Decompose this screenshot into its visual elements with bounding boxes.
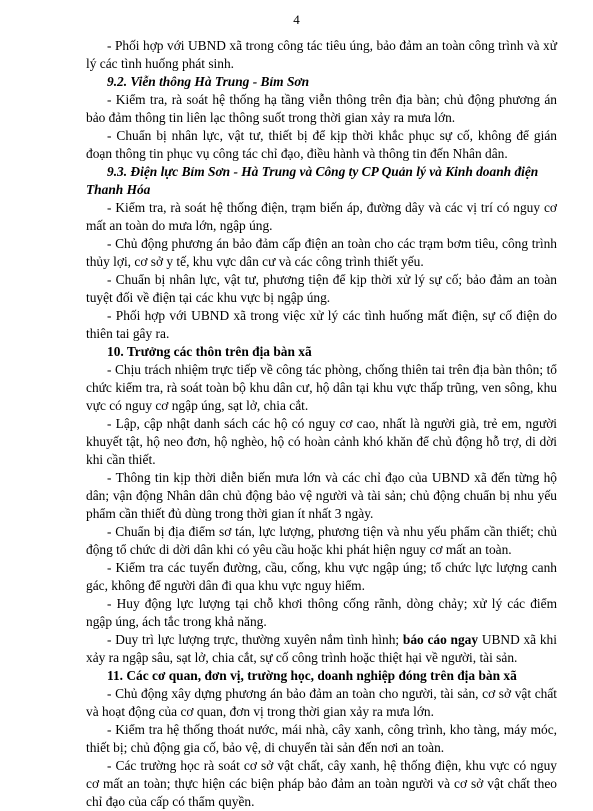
page-number: 4 [293,12,300,27]
paragraph: - Lập, cập nhật danh sách các hộ có nguy cơ cao, nhất là người già, trẻ em, người khuyết tật, hộ neo đơn, hộ nghèo, hộ có hoàn cảnh khó khăn để chủ động hỗ trợ, di dời khi cần thiết. [86,416,557,467]
paragraph: - Kiểm tra, rà soát hệ thống hạ tầng viễn thông trên địa bàn; chủ động phương án bảo đảm thông tin liên lạc thông suốt trong thời gian xảy ra mưa lớn. [86,92,557,125]
section-heading: 10. Trưởng các thôn trên địa bàn xã [107,344,312,359]
paragraph: - Huy động lực lượng tại chỗ khơi thông cống rãnh, dòng chảy; xử lý các điểm ngập úng, ách tắc trong khả năng. [86,596,557,629]
paragraph: - Phối hợp với UBND xã trong công tác tiêu úng, bảo đảm an toàn công trình và xử lý các tình huống phát sinh. [86,38,557,71]
section-heading: 9.3. Điện lực Bỉm Sơn - Hà Trung và Công ty CP Quản lý và Kinh doanh điện Thanh Hóa [86,164,539,197]
paragraph: - Các trường học rà soát cơ sở vật chất, cây xanh, hệ thống điện, khu vực có nguy cơ mất an toàn; thực hiện các biện pháp bảo đảm an toàn người và cơ sở vật chất theo chỉ đạo của cấp có thẩm quyền. [86,758,557,809]
paragraph: - Kiểm tra, rà soát hệ thống điện, trạm biến áp, đường dây và các vị trí có nguy cơ mất an toàn do mưa lớn, ngập úng. [86,200,557,233]
paragraph-text: - Duy trì lực lượng trực, thường xuyên nắm tình hình; [107,632,403,647]
paragraph: - Chuẩn bị nhân lực, vật tư, thiết bị để kịp thời khắc phục sự cố, không để gián đoạn thông tin phục vụ công tác chỉ đạo, điều hành và thông tin đến Nhân dân. [86,128,557,161]
section-heading: 9.2. Viễn thông Hà Trung - Bỉm Sơn [107,74,310,89]
document-body [86,37,557,811]
paragraph: - Chịu trách nhiệm trực tiếp về công tác phòng, chống thiên tai trên địa bàn thôn; tổ chức kiểm tra, rà soát toàn bộ khu dân cư, hộ dân tại khu vực thấp trũng, ven sông, khu vực có nguy cơ ngập úng, sạt lở, chia cắt. [86,362,557,413]
paragraph: - Kiểm tra hệ thống thoát nước, mái nhà, cây xanh, công trình, kho tàng, máy móc, thiết bị; chủ động gia cố, bảo vệ, di chuyển tài sản đến nơi an toàn. [86,722,557,755]
emphasis-text: báo cáo ngay [402,632,479,647]
paragraph: - Phối hợp với UBND xã trong việc xử lý các tình huống mất điện, sự cố điện do thiên tai gây ra. [86,308,557,341]
paragraph: - Chủ động xây dựng phương án bảo đảm an toàn cho người, tài sản, cơ sở vật chất và hoạt động của cơ quan, đơn vị trong thời gian xảy ra mưa lớn. [86,686,557,719]
paragraph-text: UBND xã khi xảy ra ngập sâu, sạt lở, chia cắt, sự cố công trình hoặc thiệt hại về người, tài sản. [86,632,557,665]
paragraph: - Chuẩn bị địa điểm sơ tán, lực lượng, phương tiện và nhu yếu phẩm cần thiết; chủ động tổ chức di dời dân khi có yêu cầu hoặc khi phát hiện nguy cơ mất an toàn. [86,524,557,557]
paragraph: - Kiểm tra các tuyến đường, cầu, cống, khu vực ngập úng; tổ chức lực lượng canh gác, không để người dân đi qua khu vực nguy hiểm. [86,560,557,593]
paragraph: - Thông tin kịp thời diễn biến mưa lớn và các chỉ đạo của UBND xã đến từng hộ dân; vận động Nhân dân chủ động bảo vệ người và tài sản; chủ động chuẩn bị nhu yếu phẩm cần thiết đủ dùng trong thời gian ít nhất 3 ngày. [86,470,557,521]
paragraph: - Chuẩn bị nhân lực, vật tư, phương tiện để kịp thời xử lý sự cố; bảo đảm an toàn tuyệt đối về điện tại các khu vực bị ngập úng. [86,272,557,305]
paragraph [86,631,557,667]
paragraph: - Chủ động phương án bảo đảm cấp điện an toàn cho các trạm bơm tiêu, công trình thủy lợi, cơ sở y tế, khu vực dân cư và các công trình thiết yếu. [86,236,557,269]
section-heading: 11. Các cơ quan, đơn vị, trường học, doanh nghiệp đóng trên địa bàn xã [107,668,517,683]
